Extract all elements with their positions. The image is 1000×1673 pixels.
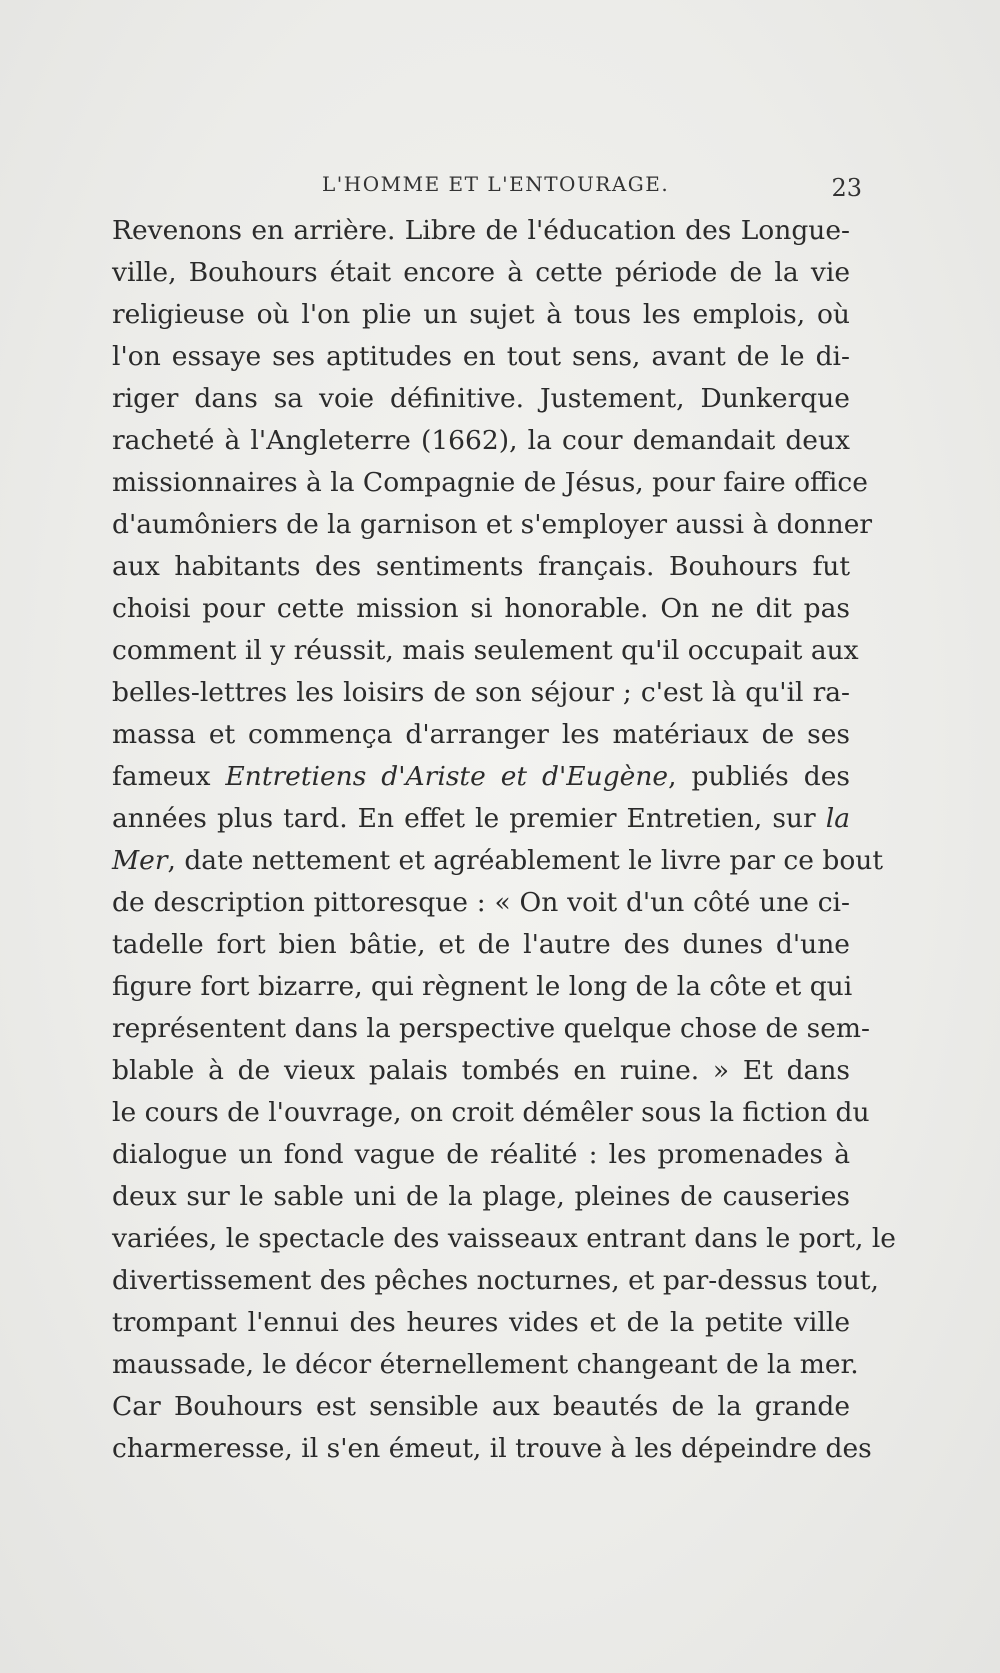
text-line: dialogue un fond vague de réalité : les promenades à bbox=[112, 1139, 850, 1170]
text-line: deux sur le sable uni de la plage, pleines de causeries bbox=[112, 1181, 850, 1212]
text-line: de description pittoresque : « On voit d'un côté une ci- bbox=[112, 887, 850, 918]
text-line: riger dans sa voie définitive. Justement, Dunkerque bbox=[112, 383, 850, 414]
text-line: divertissement des pêches nocturnes, et par-dessus tout, bbox=[112, 1265, 879, 1296]
text-line: d'aumôniers de la garnison et s'employer aussi à donner bbox=[112, 509, 873, 540]
text-line: aux habitants des sentiments français. Bouhours fut bbox=[112, 551, 850, 582]
text-line: Revenons en arrière. Libre de l'éducation des Longue- bbox=[112, 215, 850, 246]
text-line: variées, le spectacle des vaisseaux entrant dans le port, le bbox=[112, 1223, 896, 1254]
text-line: le cours de l'ouvrage, on croit démêler sous la fiction du bbox=[112, 1097, 870, 1128]
text-line bbox=[112, 840, 883, 882]
body-text bbox=[112, 210, 896, 1470]
text-segment: années plus tard. En effet le premier Entretien, sur bbox=[112, 803, 826, 834]
text-line bbox=[112, 798, 850, 840]
italic-title: la bbox=[825, 803, 850, 834]
text-line bbox=[112, 756, 850, 798]
text-line: blable à de vieux palais tombés en ruine. » Et dans bbox=[112, 1055, 850, 1086]
text-line: choisi pour cette mission si honorable. On ne dit pas bbox=[112, 593, 850, 624]
running-title: L'HOMME ET L'ENTOURAGE. bbox=[322, 172, 670, 196]
text-line: tadelle fort bien bâtie, et de l'autre des dunes d'une bbox=[112, 929, 850, 960]
text-segment: , publiés des bbox=[668, 761, 850, 792]
italic-title: Entretiens d'Ariste et d'Eugène bbox=[225, 761, 669, 792]
text-line: représentent dans la perspective quelque chose de sem- bbox=[112, 1013, 870, 1044]
text-line: religieuse où l'on plie un sujet à tous les emplois, où bbox=[112, 299, 850, 330]
text-line: ville, Bouhours était encore à cette période de la vie bbox=[112, 257, 850, 288]
text-line: charmeresse, il s'en émeut, il trouve à les dépeindre des bbox=[112, 1433, 872, 1464]
page-number: 23 bbox=[831, 174, 862, 202]
text-line: figure fort bizarre, qui règnent le long de la côte et qui bbox=[112, 971, 853, 1002]
text-line: trompant l'ennui des heures vides et de la petite ville bbox=[112, 1307, 850, 1338]
page-header bbox=[150, 172, 862, 202]
text-line: massa et commença d'arranger les matériaux de ses bbox=[112, 719, 850, 750]
text-segment: , date nettement et agréablement le livre par ce bout bbox=[167, 845, 883, 876]
text-line: missionnaires à la Compagnie de Jésus, pour faire office bbox=[112, 467, 868, 498]
text-line: racheté à l'Angleterre (1662), la cour demandait deux bbox=[112, 425, 850, 456]
italic-title: Mer bbox=[112, 845, 168, 876]
text-line: comment il y réussit, mais seulement qu'il occupait aux bbox=[112, 635, 859, 666]
text-line: belles-lettres les loisirs de son séjour ; c'est là qu'il ra- bbox=[112, 677, 850, 708]
text-line: l'on essaye ses aptitudes en tout sens, avant de le di- bbox=[112, 341, 850, 372]
text-segment: fameux bbox=[112, 761, 226, 792]
text-line: Car Bouhours est sensible aux beautés de la grande bbox=[112, 1391, 850, 1422]
text-line: maussade, le décor éternellement changeant de la mer. bbox=[112, 1349, 859, 1380]
